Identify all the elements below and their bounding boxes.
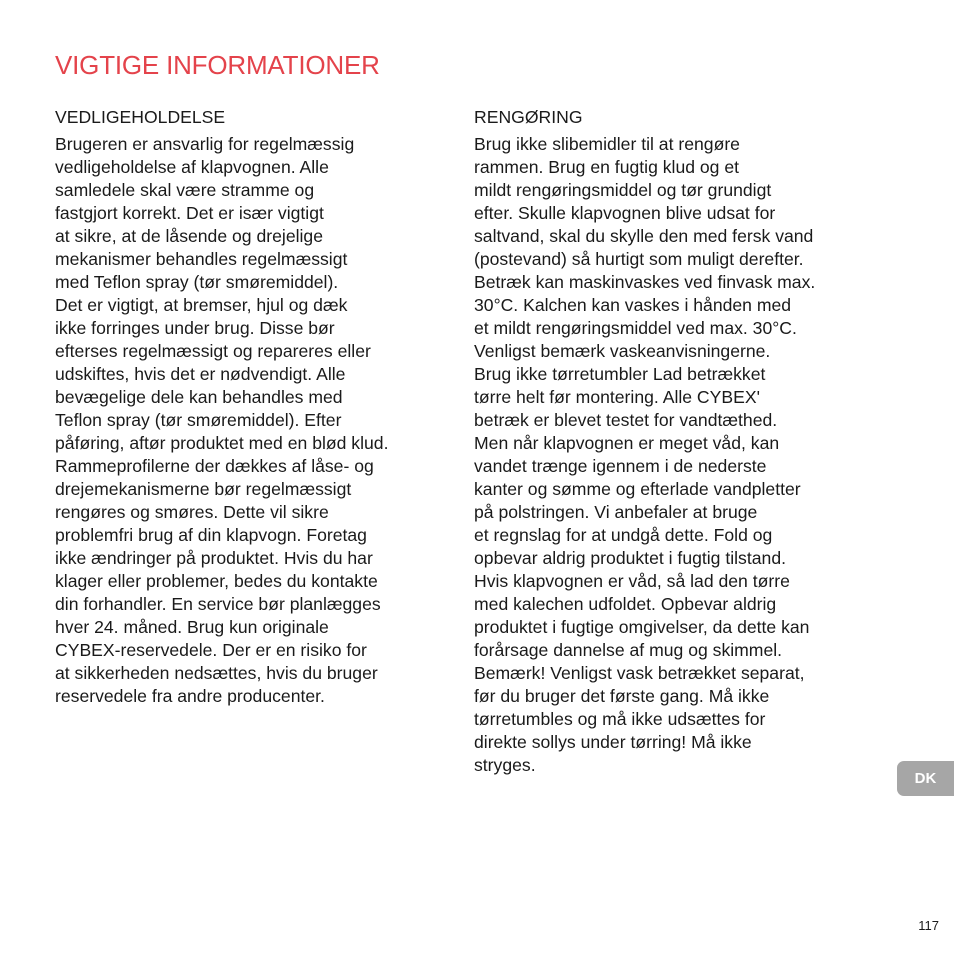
text-line: udskiftes, hvis det er nødvendigt. Alle <box>55 364 346 384</box>
text-line: Betræk kan maskinvaskes ved finvask max. <box>474 272 816 292</box>
text-line: tørre helt før montering. Alle CYBEX' <box>474 387 760 407</box>
text-line: (postevand) så hurtigt som muligt derefter. <box>474 249 804 269</box>
text-line: Det er vigtigt, at bremser, hjul og dæk <box>55 295 348 315</box>
text-line: stryges. <box>474 755 536 775</box>
page-number: 117 <box>918 918 939 933</box>
text-line: Brug ikke tørretumbler Lad betrækket <box>474 364 766 384</box>
text-line: Hvis klapvognen er våd, så lad den tørre <box>474 571 790 591</box>
text-line: vandet trænge igennem i de nederste <box>474 456 767 476</box>
text-line: kanter og sømme og efterlade vandpletter <box>474 479 801 499</box>
text-line: mildt rengøringsmiddel og tør grundigt <box>474 180 772 200</box>
text-line: Venligst bemærk vaskeanvisningerne. <box>474 341 771 361</box>
text-line: påføring, aftør produktet med en blød klud. <box>55 433 389 453</box>
text-line: din forhandler. En service bør planlægges <box>55 594 381 614</box>
text-line: Rammeprofilerne der dækkes af låse- og <box>55 456 374 476</box>
text-line: Teflon spray (tør smøremiddel). Efter <box>55 410 342 430</box>
maintenance-body <box>55 133 440 708</box>
text-line: på polstringen. Vi anbefaler at bruge <box>474 502 758 522</box>
text-line: bevægelige dele kan behandles med <box>55 387 343 407</box>
text-line: ikke ændringer på produktet. Hvis du har <box>55 548 373 568</box>
text-line: Brugeren er ansvarlig for regelmæssig <box>55 134 355 154</box>
page-title: VIGTIGE INFORMATIONER <box>55 50 380 80</box>
text-line: direkte sollys under tørring! Må ikke <box>474 732 752 752</box>
maintenance-section <box>55 106 440 708</box>
text-line: Bemærk! Venligst vask betrækket separat, <box>474 663 805 683</box>
text-line: forårsage dannelse af mug og skimmel. <box>474 640 783 660</box>
text-line: efterses regelmæssigt og repareres eller <box>55 341 371 361</box>
text-line: rammen. Brug en fugtig klud og et <box>474 157 740 177</box>
text-line: problemfri brug af din klapvogn. Foretag <box>55 525 367 545</box>
text-line: vedligeholdelse af klapvognen. Alle <box>55 157 329 177</box>
text-line: reservedele fra andre producenter. <box>55 686 325 706</box>
text-line: fastgjort korrekt. Det er især vigtigt <box>55 203 324 223</box>
text-line: saltvand, skal du skylle den med fersk vand <box>474 226 814 246</box>
text-line: klager eller problemer, bedes du kontakte <box>55 571 378 591</box>
text-line: mekanismer behandles regelmæssigt <box>55 249 348 269</box>
text-line: hver 24. måned. Brug kun originale <box>55 617 329 637</box>
text-line: CYBEX-reservedele. Der er en risiko for <box>55 640 367 660</box>
text-line: med kalechen udfoldet. Opbevar aldrig <box>474 594 777 614</box>
text-line: at sikkerheden nedsættes, hvis du bruger <box>55 663 378 683</box>
text-line: 30°C. Kalchen kan vaskes i hånden med <box>474 295 792 315</box>
cleaning-section <box>474 106 859 777</box>
maintenance-heading: VEDLIGEHOLDELSE <box>55 107 226 127</box>
cleaning-body <box>474 133 859 777</box>
text-line: betræk er blevet testet for vandtæthed. <box>474 410 778 430</box>
text-line: før du bruger det første gang. Må ikke <box>474 686 770 706</box>
text-line: rengøres og smøres. Dette vil sikre <box>55 502 329 522</box>
text-line: Men når klapvognen er meget våd, kan <box>474 433 780 453</box>
cleaning-heading: RENGØRING <box>474 107 583 127</box>
text-line: ikke forringes under brug. Disse bør <box>55 318 335 338</box>
text-line: tørretumbles og må ikke udsættes for <box>474 709 766 729</box>
text-line: med Teflon spray (tør smøremiddel). <box>55 272 339 292</box>
text-line: at sikre, at de låsende og drejelige <box>55 226 323 246</box>
text-line: samledele skal være stramme og <box>55 180 315 200</box>
text-line: efter. Skulle klapvognen blive udsat for <box>474 203 776 223</box>
text-line: produktet i fugtige omgivelser, da dette kan <box>474 617 810 637</box>
text-line: drejemekanismerne bør regelmæssigt <box>55 479 352 499</box>
language-tab: DK <box>897 761 954 796</box>
text-line: et mildt rengøringsmiddel ved max. 30°C. <box>474 318 797 338</box>
text-line: et regnslag for at undgå dette. Fold og <box>474 525 773 545</box>
text-line: Brug ikke slibemidler til at rengøre <box>474 134 740 154</box>
text-line: opbevar aldrig produktet i fugtig tilstand. <box>474 548 786 568</box>
